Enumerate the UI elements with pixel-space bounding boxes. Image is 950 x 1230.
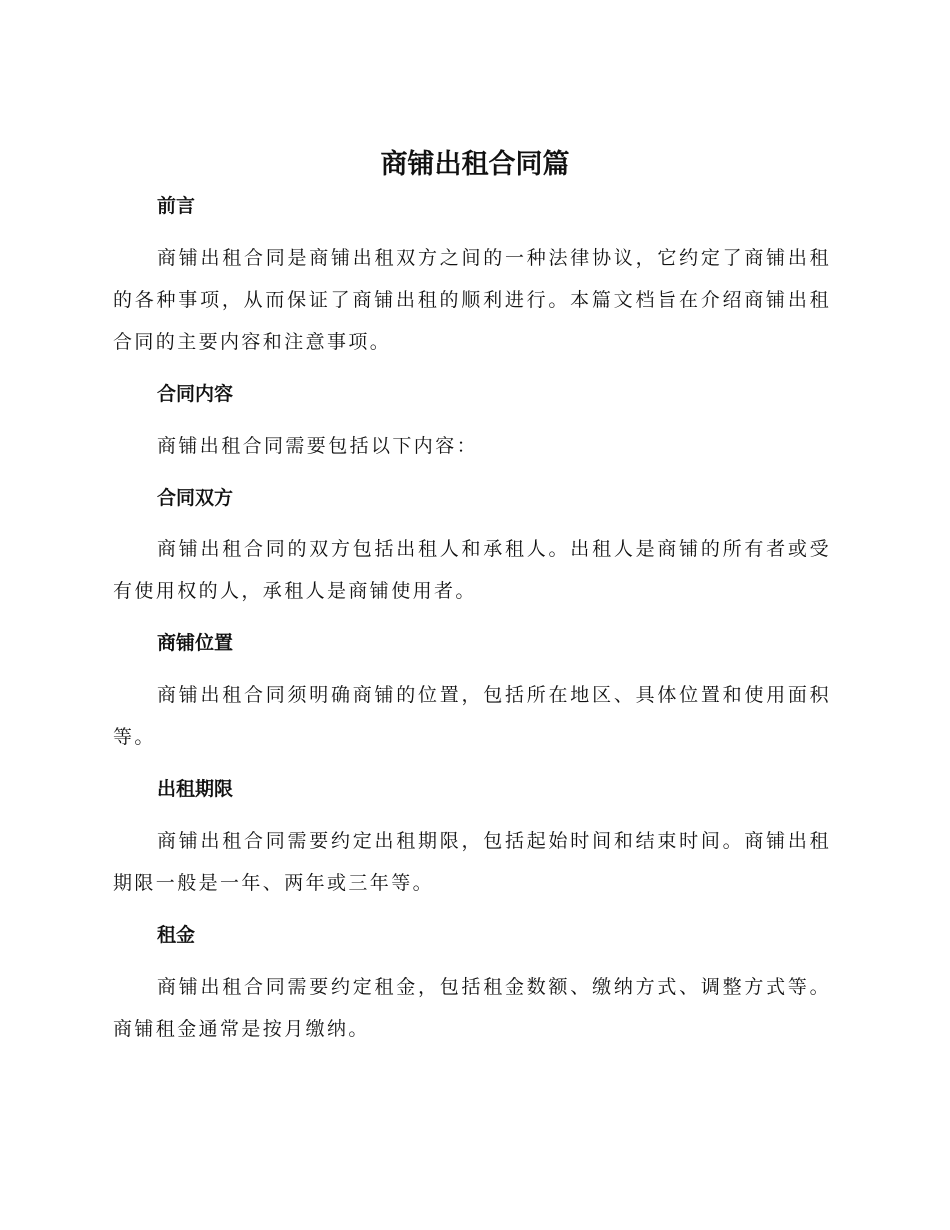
section-heading-contract-parties: 合同双方 [157, 487, 234, 509]
section-paragraph-contract-parties: 商铺出租合同的双方包括出租人和承租人。出租人是商铺的所有者或受有使用权的人，承租人是商铺使用者。 [113, 538, 831, 602]
section-paragraph-rent: 商铺出租合同需要约定租金，包括租金数额、缴纳方式、调整方式等。商铺租金通常是按月缴纳。 [113, 976, 831, 1040]
document-title: 商铺出租合同篇 [380, 149, 570, 180]
section-heading-contract-content: 合同内容 [157, 383, 234, 405]
section-heading-rent: 租金 [157, 924, 196, 946]
section-heading-preface: 前言 [157, 195, 196, 217]
section-paragraph-preface: 商铺出租合同是商铺出租双方之间的一种法律协议，它约定了商铺出租的各种事项，从而保证了商铺出租的顺利进行。本篇文档旨在介绍商铺出租合同的主要内容和注意事项。 [113, 247, 831, 353]
section-heading-shop-location: 商铺位置 [157, 632, 234, 654]
section-heading-lease-term: 出租期限 [157, 778, 234, 800]
section-paragraph-lease-term: 商铺出租合同需要约定出租期限，包括起始时间和结束时间。商铺出租期限一般是一年、两年或三年等。 [113, 830, 831, 894]
section-paragraph-contract-content: 商铺出租合同需要包括以下内容： [157, 435, 479, 457]
section-paragraph-shop-location: 商铺出租合同须明确商铺的位置，包括所在地区、具体位置和使用面积等。 [113, 684, 831, 748]
